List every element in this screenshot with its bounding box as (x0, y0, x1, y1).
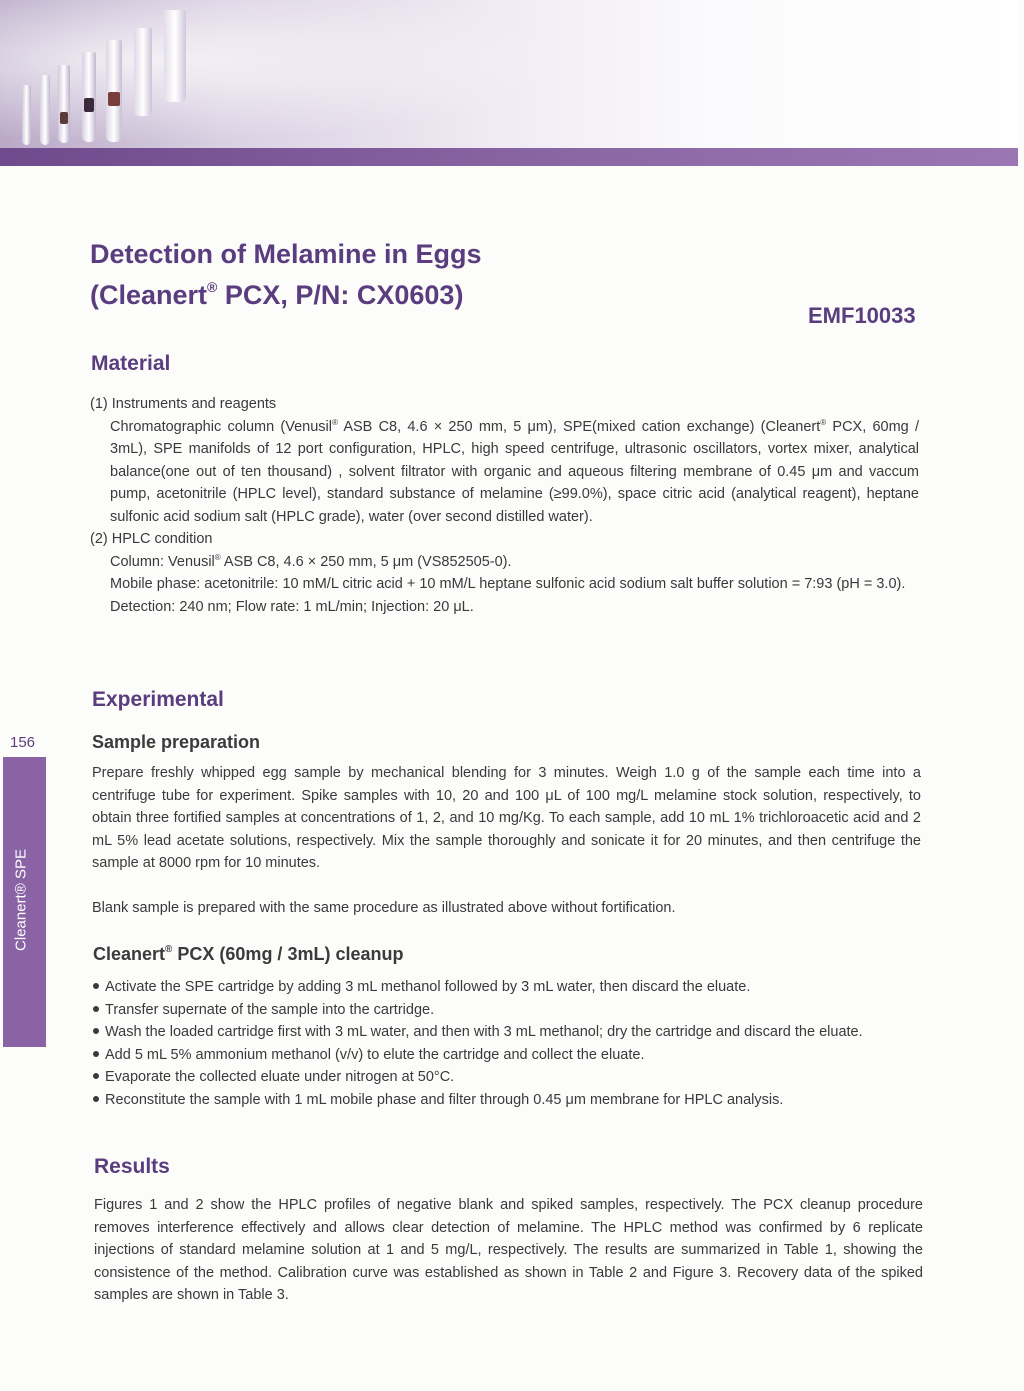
page-title (90, 238, 482, 312)
bullet-icon (93, 1073, 99, 1079)
material-item-2-label: (2) HPLC condition (90, 531, 213, 547)
spe-cartridge-image (134, 28, 152, 116)
cartridge-sorbent (60, 112, 68, 124)
spe-cartridge-image (106, 40, 122, 142)
cleanup-step: Evaporate the collected eluate under nitrogen at 50°C. (93, 1066, 922, 1089)
cleanup-step: Activate the SPE cartridge by adding 3 mL methanol followed by 3 mL water, then discard the eluate. (93, 976, 922, 999)
title-line-1: Detection of Melamine in Eggs (90, 239, 482, 269)
document-code: EMF10033 (808, 303, 916, 328)
cartridge-sorbent (108, 92, 120, 106)
cleanup-heading: Cleanert® PCX (60mg / 3mL) cleanup (93, 944, 404, 964)
hplc-mobile-phase: Mobile phase: acetonitrile: 10 mM/L citric acid + 10 mM/L heptane sulfonic acid sodium salt buffer solution = 7:93 (pH = 3.0). (110, 576, 906, 592)
bullet-icon (93, 1096, 99, 1102)
spe-cartridge-image (82, 52, 96, 142)
experimental-heading: Experimental (92, 688, 224, 711)
bullet-icon (93, 1051, 99, 1057)
spe-cartridge-image (58, 65, 70, 143)
page-number: 156 (10, 734, 36, 751)
material-section (90, 393, 919, 618)
material-item-1-text: Chromatographic column (Venusil® ASB C8, 4.6 × 250 mm, 5 μm), SPE(mixed cation exchange) (Cleanert® PCX, 60mg / 3mL), SPE manifolds of 12 port configuration, HPLC, high speed centrifuge, ultrasonic oscillators, vortex mixer, analytical balance(one out of ten thousand) , solvent filtrator with organic and aqueous filtering membrane of 0.45 μm and vaccum pump, acetonitrile (HPLC level), standard substance of melamine (≥99.0%), space citric acid (analytical reagent), heptane sulfonic acid sodium salt (HPLC grade), water (over second distilled water). (110, 417, 919, 525)
material-item-1-label: (1) Instruments and reagents (90, 396, 277, 412)
sample-preparation-paragraph: Prepare freshly whipped egg sample by mechanical blending for 3 minutes. Weigh 1.0 g of the sample each time into a centrifuge tube for experiment. Spike samples with 10, 20 and 100 μL of 100 mg/L melamine stock solution, respectively, to obtain three fortified samples at concentrations of 1, 2, and 10 mg/Kg. To each sample, add 10 mL 1% trichloroacetic acid and 2 mL 5% lead acetate solutions, respectively. Mix the sample thoroughly and sonicate it for 20 minutes, and then centrifuge the sample at 8000 rpm for 10 minutes. (92, 765, 921, 871)
blank-sample-paragraph: Blank sample is prepared with the same procedure as illustrated above without fortification. (92, 899, 676, 916)
title-line-2: (Cleanert® PCX, P/N: CX0603) (90, 279, 464, 310)
cartridge-sorbent (84, 98, 94, 112)
bullet-icon (93, 1006, 99, 1012)
bullet-icon (93, 983, 99, 989)
spe-cartridge-image (40, 75, 50, 145)
sample-preparation-section (92, 762, 921, 919)
cleanup-step: Reconstitute the sample with 1 mL mobile phase and filter through 0.45 μm membrane for HPLC analysis. (93, 1089, 922, 1112)
results-heading: Results (94, 1155, 170, 1178)
cleanup-step: Wash the loaded cartridge first with 3 mL water, and then with 3 mL methanol; dry the cartridge and discard the eluate. (93, 1021, 922, 1044)
results-paragraph: Figures 1 and 2 show the HPLC profiles of negative blank and spiked samples, respectively. The PCX cleanup procedure removes interference effectively and allows clear detection of melamine. The HPLC method was confirmed by 6 replicate injections of standard melamine solution at 1 and 5 mg/L, respectively. The results are summarized in Table 1, showing the consistence of the method. Calibration curve was established as shown in Table 2 and Figure 3. Recovery data of the spiked samples are shown in Table 3. (94, 1197, 923, 1303)
cleanup-steps-list (93, 976, 922, 1111)
banner-stripe (0, 148, 1018, 166)
header-banner (0, 0, 1018, 166)
hplc-column: Column: Venusil® ASB C8, 4.6 × 250 mm, 5 μm (VS852505-0). (110, 552, 512, 570)
cleanup-step: Transfer supernate of the sample into the cartridge. (93, 999, 922, 1022)
cleanup-step: Add 5 mL 5% ammonium methanol (v/v) to elute the cartridge and collect the eluate. (93, 1044, 922, 1067)
results-section (94, 1194, 923, 1307)
material-heading: Material (91, 352, 171, 375)
spe-cartridge-image (164, 10, 186, 102)
spe-cartridge-image (22, 85, 31, 145)
bullet-icon (93, 1028, 99, 1034)
sample-preparation-heading: Sample preparation (92, 732, 261, 752)
side-section-label: Cleanert® SPE (12, 849, 30, 951)
hplc-detection: Detection: 240 nm; Flow rate: 1 mL/min; Injection: 20 μL. (110, 598, 474, 615)
